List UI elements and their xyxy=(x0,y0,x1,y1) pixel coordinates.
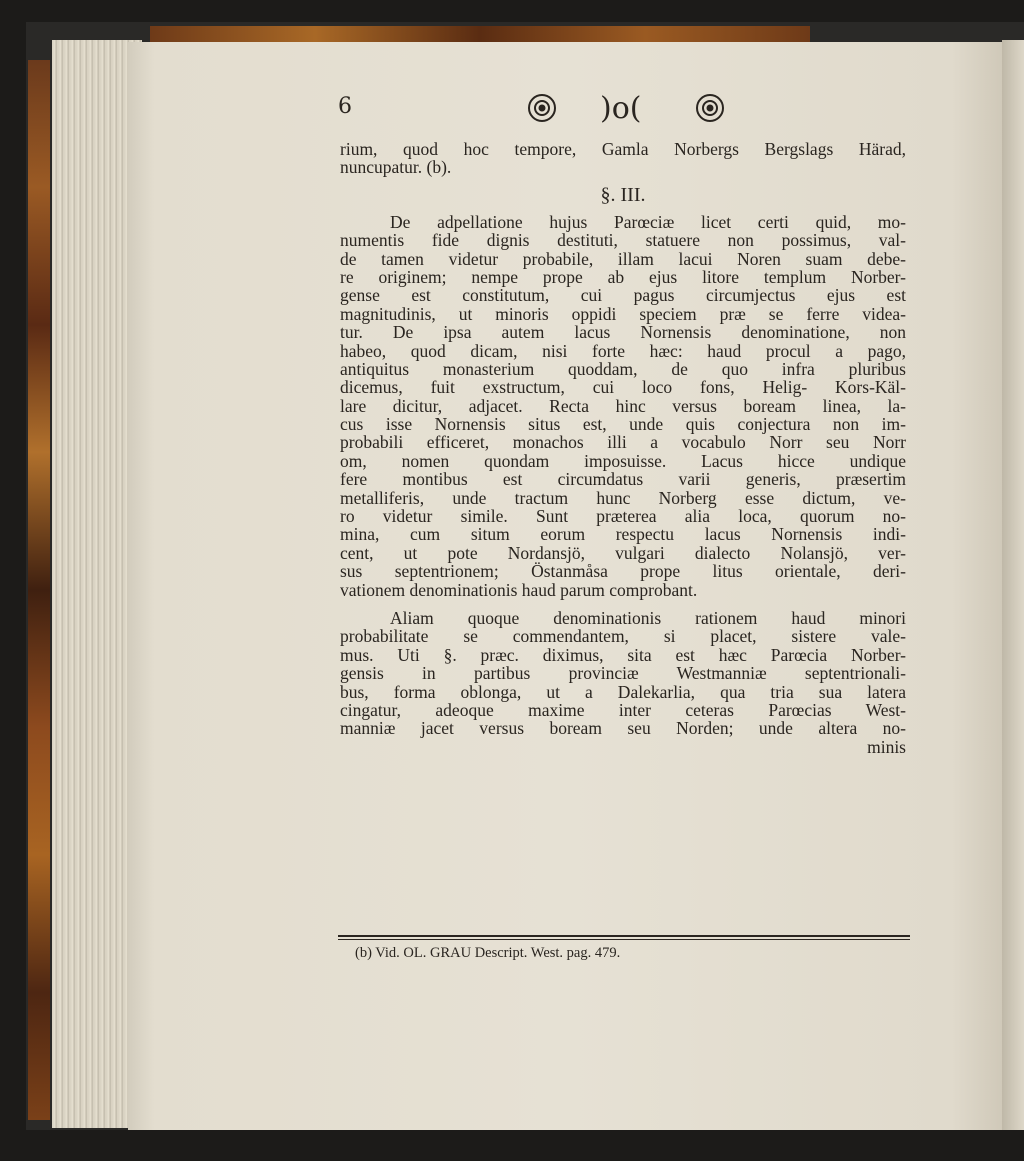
page-number: 6 xyxy=(338,94,352,119)
text-line: lare dicitur, adjacet. Recta hinc versus boream linea, la- xyxy=(340,395,906,416)
text-line: dicemus, fuit exstructum, cui loco fons, Helig- Kors-Käl- xyxy=(340,377,906,398)
text-line: rium, quod hoc tempore, Gamla Norbergs Bergslags Härad, xyxy=(340,139,906,159)
text-line: habeo, quod dicam, nisi forte hæc: haud procul a pago, xyxy=(340,340,906,361)
text-line: Aliam quoque denominationis rationem haud minori xyxy=(390,607,906,628)
marbled-edge xyxy=(28,60,50,1120)
text-line: antiquitus monasterium quoddam, de quo infra pluribus xyxy=(340,358,906,379)
text-line: de tamen videtur probabile, illam lacui Noren suam debe- xyxy=(340,248,906,269)
footnote: (b) Vid. OL. GRAU Descript. West. pag. 479. xyxy=(355,945,621,961)
text-line: magnitudinis, ut minoris oppidi speciem præ se ferre videa- xyxy=(340,303,906,324)
text-line: gense est constitutum, cui pagus circumjectus ejus est xyxy=(340,285,906,306)
rosette-icon xyxy=(529,95,555,121)
text-line: tur. De ipsa autem lacus Nornensis denominatione, non xyxy=(340,322,906,343)
text-line: fere montibus est circumdatus varii generis, præsertim xyxy=(340,469,906,490)
footnote-rule xyxy=(338,935,910,937)
text-line: sus septentrionem; Östanmåsa prope litus orientale, deri- xyxy=(340,561,906,582)
next-page-edge xyxy=(1002,40,1024,1130)
text-line: nuncupatur. (b). xyxy=(340,157,452,178)
body-text xyxy=(340,140,906,756)
text-line: bus, forma oblonga, ut a Dalekarlia, qua tria sua latera xyxy=(340,681,906,702)
text-line: re originem; nempe prope ab ejus litore templum Norber- xyxy=(340,266,906,287)
text-line: cent, ut pote Nordansjö, vulgari dialecto Nolansjö, ver- xyxy=(340,542,906,563)
text-line: om, nomen quondam imposuisse. Lacus hicce undique xyxy=(340,450,906,471)
rosette-icon xyxy=(697,95,723,121)
text-line: De adpellatione hujus Parœciæ licet certi quid, mo- xyxy=(390,211,906,232)
svg-text:)o(: )o( xyxy=(600,91,642,126)
text-line: probabili efficeret, monachos illi a vocabulo Norr seu Norr xyxy=(340,432,906,453)
text-line: ro videtur simile. Sunt præterea alia loca, quorum no- xyxy=(340,506,906,527)
text-line: probabilitate se commendantem, si placet, sistere vale- xyxy=(340,626,906,647)
section-heading: §. III. xyxy=(600,183,646,206)
text-line: vationem denominationis haud parum comprobant. xyxy=(340,579,698,600)
header-ornament xyxy=(520,88,740,128)
text-line: manniæ jacet versus boream seu Norden; unde altera no- xyxy=(340,718,906,739)
text-line: numentis fide dignis destituti, statuere non possimus, val- xyxy=(340,230,906,251)
text-line: cingatur, adeoque maxime inter ceteras Parœcias West- xyxy=(340,699,906,720)
text-line: mus. Uti §. præc. diximus, sita est hæc Parœcia Norber- xyxy=(340,644,906,665)
footnote-rule-thin xyxy=(338,939,910,940)
text-line: metalliferis, unde tractum hunc Norberg esse dictum, ve- xyxy=(340,487,906,508)
text-line: gensis in partibus provinciæ Westmanniæ septentrionali- xyxy=(340,663,906,684)
text-line: mina, cum situm eorum respectu lacus Nornensis indi- xyxy=(340,524,906,545)
text-line: cus isse Nornensis situs est, unde quis conjectura non im- xyxy=(340,414,906,435)
text-line: minis xyxy=(867,736,906,757)
